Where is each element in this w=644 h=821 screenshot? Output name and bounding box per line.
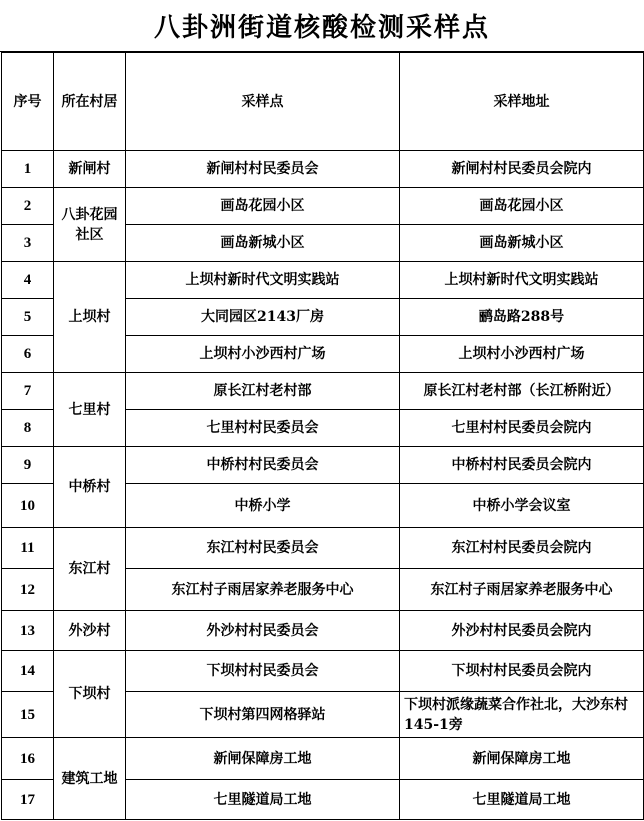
row-point: 东江村子雨居家养老服务中心 — [126, 569, 400, 611]
row-point: 大同园区2143厂房 — [126, 299, 400, 336]
row-address: 七里村村民委员会院内 — [400, 410, 644, 447]
table-row — [2, 188, 644, 225]
row-point: 七里村村民委员会 — [126, 410, 400, 447]
row-seq: 3 — [2, 225, 54, 262]
row-seq: 1 — [2, 151, 54, 188]
row-address: 东江村村民委员会院内 — [400, 528, 644, 569]
table-row — [2, 262, 644, 299]
row-point: 画岛花园小区 — [126, 188, 400, 225]
header-village: 所在村居 — [54, 53, 126, 151]
header-address: 采样地址 — [400, 53, 644, 151]
row-point: 新闸保障房工地 — [126, 738, 400, 780]
row-point: 东江村村民委员会 — [126, 528, 400, 569]
row-seq: 16 — [2, 738, 54, 780]
row-village: 中桥村 — [54, 447, 126, 528]
row-seq: 8 — [2, 410, 54, 447]
row-seq: 12 — [2, 569, 54, 611]
row-seq: 5 — [2, 299, 54, 336]
row-address: 下坝村村民委员会院内 — [400, 651, 644, 692]
table-row — [2, 738, 644, 780]
row-village: 新闸村 — [54, 151, 126, 188]
row-seq: 17 — [2, 780, 54, 820]
row-address: 中桥村村民委员会院内 — [400, 447, 644, 484]
row-point: 新闸村村民委员会 — [126, 151, 400, 188]
row-seq: 7 — [2, 373, 54, 410]
row-village: 建筑工地 — [54, 738, 126, 820]
row-point: 原长江村老村部 — [126, 373, 400, 410]
table-row — [2, 528, 644, 569]
sampling-points-table — [1, 52, 644, 820]
row-address: 新闸保障房工地 — [400, 738, 644, 780]
row-address: 鹂岛路288号 — [400, 299, 644, 336]
row-address: 下坝村派缘蔬菜合作社北，大沙东村145-1旁 — [400, 692, 644, 738]
row-village: 八卦花园社区 — [54, 188, 126, 262]
row-seq: 10 — [2, 484, 54, 528]
row-seq: 11 — [2, 528, 54, 569]
row-village: 上坝村 — [54, 262, 126, 373]
row-point: 中桥村村民委员会 — [126, 447, 400, 484]
row-seq: 4 — [2, 262, 54, 299]
row-point: 上坝村小沙西村广场 — [126, 336, 400, 373]
table-header-row — [2, 53, 644, 151]
table-row — [2, 651, 644, 692]
row-point: 七里隧道局工地 — [126, 780, 400, 820]
row-address: 画岛新城小区 — [400, 225, 644, 262]
row-seq: 14 — [2, 651, 54, 692]
header-seq: 序号 — [2, 53, 54, 151]
table-row — [2, 611, 644, 651]
row-address: 七里隧道局工地 — [400, 780, 644, 820]
row-village: 东江村 — [54, 528, 126, 611]
row-seq: 13 — [2, 611, 54, 651]
row-seq: 2 — [2, 188, 54, 225]
row-point: 画岛新城小区 — [126, 225, 400, 262]
row-seq: 6 — [2, 336, 54, 373]
table-row — [2, 373, 644, 410]
row-seq: 15 — [2, 692, 54, 738]
row-address: 新闸村村民委员会院内 — [400, 151, 644, 188]
row-point: 外沙村村民委员会 — [126, 611, 400, 651]
row-point: 下坝村第四网格驿站 — [126, 692, 400, 738]
header-point: 采样点 — [126, 53, 400, 151]
row-point: 上坝村新时代文明实践站 — [126, 262, 400, 299]
page-title: 八卦洲街道核酸检测采样点 — [0, 0, 644, 52]
row-address: 外沙村村民委员会院内 — [400, 611, 644, 651]
row-seq: 9 — [2, 447, 54, 484]
row-point: 下坝村村民委员会 — [126, 651, 400, 692]
table-row — [2, 447, 644, 484]
row-point: 中桥小学 — [126, 484, 400, 528]
row-village: 外沙村 — [54, 611, 126, 651]
row-village: 七里村 — [54, 373, 126, 447]
row-address: 上坝村新时代文明实践站 — [400, 262, 644, 299]
row-address: 原长江村老村部（长江桥附近） — [400, 373, 644, 410]
row-village: 下坝村 — [54, 651, 126, 738]
row-address: 画岛花园小区 — [400, 188, 644, 225]
table-row — [2, 151, 644, 188]
row-address: 东江村子雨居家养老服务中心 — [400, 569, 644, 611]
row-address: 中桥小学会议室 — [400, 484, 644, 528]
row-address: 上坝村小沙西村广场 — [400, 336, 644, 373]
